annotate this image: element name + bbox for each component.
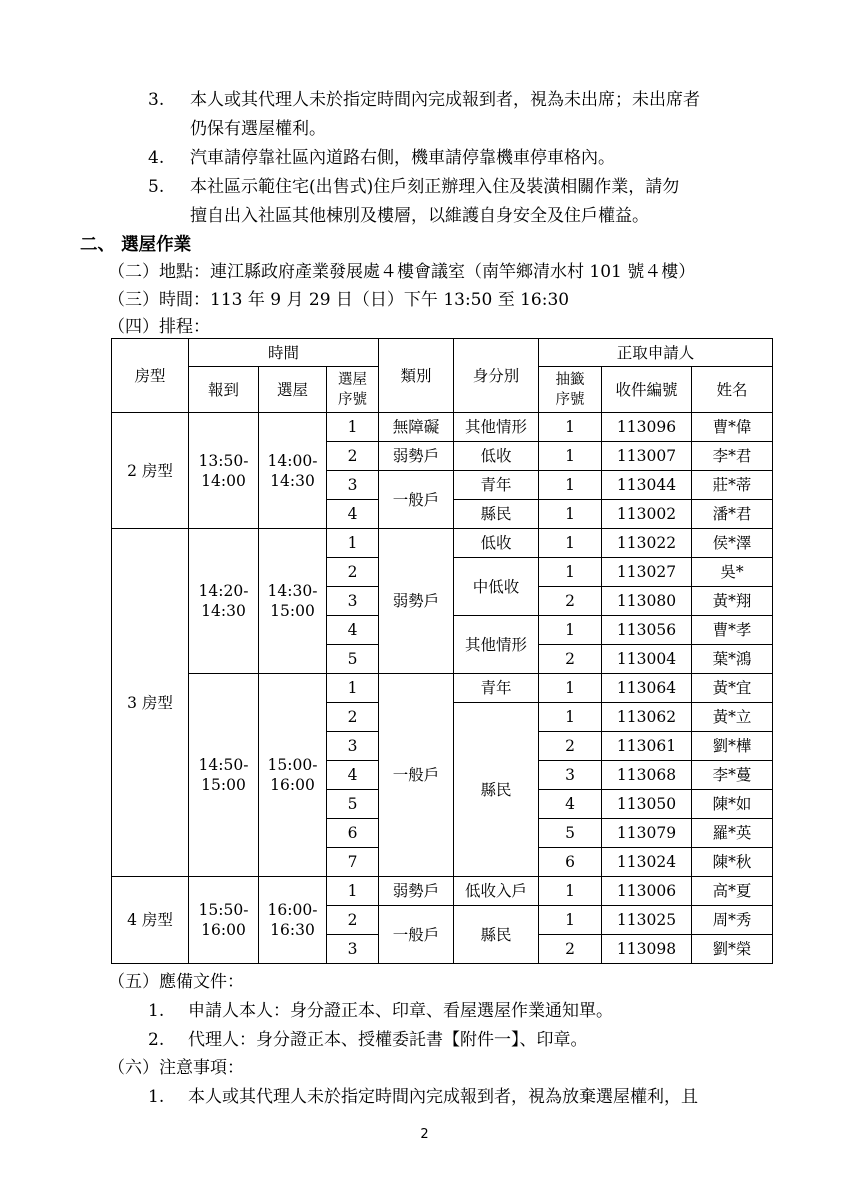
receipt-cell: 113096 (602, 413, 692, 442)
identity-cell: 其他情形 (454, 413, 539, 442)
checkin-time-1: 13:50- 14:00 (189, 413, 259, 529)
time-line: （三）時間：113 年 9 月 29 日（日）下午 13:50 至 16:30 (108, 290, 570, 310)
name-cell: 陳*秋 (692, 848, 773, 877)
name-cell: 周*秀 (692, 906, 773, 935)
name-cell: 羅*英 (692, 819, 773, 848)
header-time: 時間 (189, 339, 379, 367)
category-cell: 弱勢戶 (379, 529, 454, 674)
header-name: 姓名 (692, 367, 773, 413)
receipt-cell: 113007 (602, 442, 692, 471)
seq-cell: 2 (327, 442, 379, 471)
notes-heading: （六）注意事項： (108, 1058, 244, 1078)
name-cell: 黃*宜 (692, 674, 773, 703)
lottery-cell: 1 (539, 616, 602, 645)
receipt-cell: 113050 (602, 790, 692, 819)
schedule-title: （四）排程： (108, 317, 210, 337)
room-type-4: 4 房型 (112, 877, 189, 964)
seq-cell: 1 (327, 877, 379, 906)
seq-cell: 1 (327, 674, 379, 703)
receipt-cell: 113025 (602, 906, 692, 935)
lottery-cell: 4 (539, 790, 602, 819)
seq-cell: 7 (327, 848, 379, 877)
identity-cell: 縣民 (454, 500, 539, 529)
item-4-line-1: 4. 汽車請停靠社區內道路右側，機車請停靠機車停車格內。 (148, 148, 615, 168)
lottery-cell: 1 (539, 877, 602, 906)
seq-cell: 2 (327, 906, 379, 935)
checkin-time-4: 15:50- 16:00 (189, 877, 259, 964)
document-item-1: 1. 申請人本人：身分證正本、印章、看屋選屋作業通知單。 (148, 1001, 613, 1021)
seq-cell: 3 (327, 471, 379, 500)
lottery-cell: 1 (539, 471, 602, 500)
lottery-cell: 1 (539, 500, 602, 529)
selection-time-3: 15:00- 16:00 (259, 674, 327, 877)
name-cell: 高*夏 (692, 877, 773, 906)
seq-cell: 1 (327, 413, 379, 442)
name-cell: 李*蔓 (692, 761, 773, 790)
receipt-cell: 113027 (602, 558, 692, 587)
seq-cell: 3 (327, 732, 379, 761)
seq-cell: 4 (327, 761, 379, 790)
seq-cell: 3 (327, 587, 379, 616)
header-checkin: 報到 (189, 367, 259, 413)
receipt-cell: 113004 (602, 645, 692, 674)
lottery-cell: 1 (539, 413, 602, 442)
identity-cell: 青年 (454, 471, 539, 500)
seq-cell: 6 (327, 819, 379, 848)
seq-cell: 3 (327, 935, 379, 964)
location-line: （二）地點：連江縣政府產業發展處４樓會議室（南竿鄉清水村 101 號４樓） (108, 262, 696, 282)
identity-cell: 低收入戶 (454, 877, 539, 906)
header-selection: 選屋 (259, 367, 327, 413)
lottery-cell: 1 (539, 674, 602, 703)
page-number: 2 (420, 1127, 429, 1142)
item-5-line-2: 擅自出入社區其他棟別及樓層，以維護自身安全及住戶權益。 (190, 206, 649, 226)
receipt-cell: 113068 (602, 761, 692, 790)
lottery-cell: 3 (539, 761, 602, 790)
section-heading: 二、 選屋作業 (80, 235, 192, 255)
category-cell: 一般戶 (379, 674, 454, 877)
receipt-cell: 113098 (602, 935, 692, 964)
header-room-type: 房型 (112, 339, 189, 413)
seq-cell: 2 (327, 703, 379, 732)
lottery-cell: 1 (539, 703, 602, 732)
room-type-3: 3 房型 (112, 529, 189, 877)
seq-cell: 4 (327, 500, 379, 529)
receipt-cell: 113061 (602, 732, 692, 761)
receipt-cell: 113062 (602, 703, 692, 732)
selection-time-2: 14:30- 15:00 (259, 529, 327, 674)
name-cell: 曹*偉 (692, 413, 773, 442)
name-cell: 曹*孝 (692, 616, 773, 645)
receipt-cell: 113080 (602, 587, 692, 616)
name-cell: 侯*澤 (692, 529, 773, 558)
lottery-cell: 2 (539, 732, 602, 761)
lottery-cell: 2 (539, 645, 602, 674)
item-3-line-1: 3. 本人或其代理人未於指定時間內完成報到者，視為未出席；未出席者 (148, 90, 700, 110)
lottery-cell: 1 (539, 529, 602, 558)
receipt-cell: 113024 (602, 848, 692, 877)
name-cell: 潘*君 (692, 500, 773, 529)
lottery-cell: 2 (539, 935, 602, 964)
header-category: 類別 (379, 339, 454, 413)
selection-time-1: 14:00- 14:30 (259, 413, 327, 529)
seq-cell: 5 (327, 645, 379, 674)
note-item-1: 1. 本人或其代理人未於指定時間內完成報到者，視為放棄選屋權利，且 (148, 1087, 698, 1107)
lottery-cell: 1 (539, 442, 602, 471)
lottery-cell: 5 (539, 819, 602, 848)
document-item-2: 2. 代理人：身分證正本、授權委託書【附件一】、印章。 (148, 1030, 588, 1050)
seq-cell: 2 (327, 558, 379, 587)
header-applicants: 正取申請人 (539, 339, 773, 367)
header-receipt: 收件編號 (602, 367, 692, 413)
documents-heading: （五）應備文件： (108, 972, 244, 992)
name-cell: 吳* (692, 558, 773, 587)
name-cell: 莊*蒂 (692, 471, 773, 500)
selection-time-4: 16:00- 16:30 (259, 877, 327, 964)
name-cell: 劉*樺 (692, 732, 773, 761)
receipt-cell: 113022 (602, 529, 692, 558)
category-cell: 弱勢戶 (379, 442, 454, 471)
lottery-cell: 1 (539, 906, 602, 935)
item-5-line-1: 5. 本社區示範住宅(出售式)住戶刻正辦理入住及裝潢相關作業，請勿 (148, 177, 680, 197)
seq-cell: 4 (327, 616, 379, 645)
receipt-cell: 113044 (602, 471, 692, 500)
category-cell: 一般戶 (379, 906, 454, 964)
lottery-cell: 1 (539, 558, 602, 587)
room-type-2: 2 房型 (112, 413, 189, 529)
lottery-cell: 6 (539, 848, 602, 877)
name-cell: 陳*如 (692, 790, 773, 819)
header-identity: 身分別 (454, 339, 539, 413)
name-cell: 黃*立 (692, 703, 773, 732)
checkin-time-3: 14:50- 15:00 (189, 674, 259, 877)
seq-cell: 1 (327, 529, 379, 558)
receipt-cell: 113002 (602, 500, 692, 529)
identity-cell: 縣民 (454, 906, 539, 964)
identity-cell: 青年 (454, 674, 539, 703)
name-cell: 李*君 (692, 442, 773, 471)
identity-cell: 其他情形 (454, 616, 539, 674)
category-cell: 一般戶 (379, 471, 454, 529)
name-cell: 劉*榮 (692, 935, 773, 964)
header-seq: 選屋序號 (327, 367, 379, 413)
item-3-line-2: 仍保有選屋權利。 (190, 119, 326, 139)
category-cell: 無障礙 (379, 413, 454, 442)
receipt-cell: 113064 (602, 674, 692, 703)
lottery-cell: 2 (539, 587, 602, 616)
schedule-table (111, 338, 773, 964)
checkin-time-2: 14:20- 14:30 (189, 529, 259, 674)
name-cell: 黃*翔 (692, 587, 773, 616)
name-cell: 葉*鴻 (692, 645, 773, 674)
identity-cell: 縣民 (454, 703, 539, 877)
header-lottery: 抽籤序號 (539, 367, 602, 413)
receipt-cell: 113079 (602, 819, 692, 848)
receipt-cell: 113056 (602, 616, 692, 645)
identity-cell: 中低收 (454, 558, 539, 616)
category-cell: 弱勢戶 (379, 877, 454, 906)
seq-cell: 5 (327, 790, 379, 819)
identity-cell: 低收 (454, 442, 539, 471)
receipt-cell: 113006 (602, 877, 692, 906)
identity-cell: 低收 (454, 529, 539, 558)
